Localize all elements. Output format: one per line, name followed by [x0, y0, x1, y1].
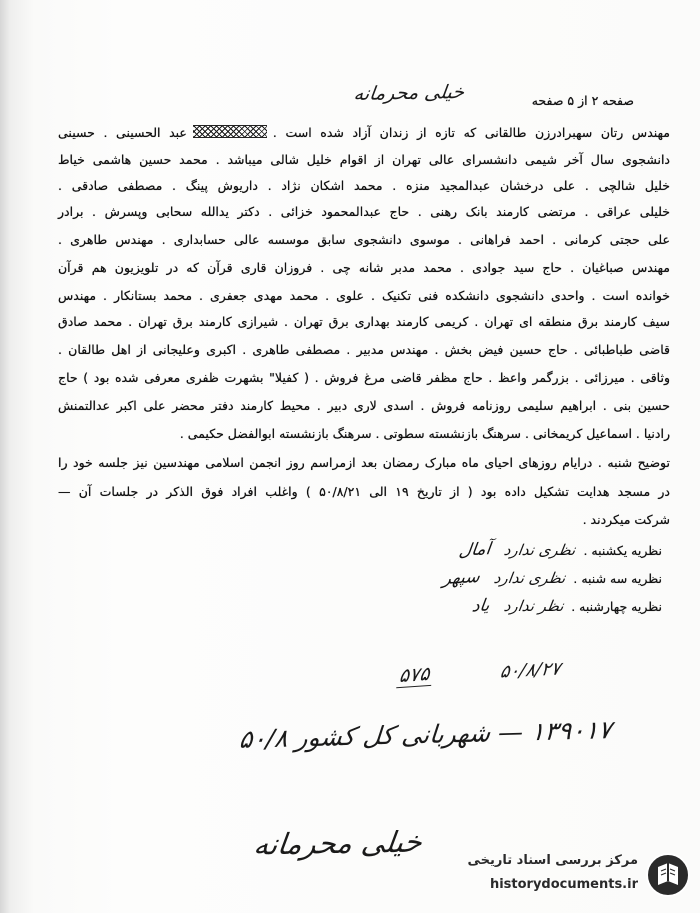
body-line-1-end: عبد الحسینی . حسینی — [58, 125, 187, 140]
watermark-org-name: مرکز بررسی اسناد تاریخی — [467, 853, 638, 868]
body-line-13: توضیح شنبه . درایام روزهای احیای ماه مبارک رمضان بعد ازمراسم روز انجمن اسلامی مهندسین نیز جلسه خود را — [58, 455, 670, 470]
body-line-9: قاضی طباطبائی . حاج حسین فیض بخش . مهندس مدبیر . مصطفی طاهری . اکبری وعلیجانی از اهل طالقان . — [58, 342, 670, 357]
redaction-mark — [193, 125, 267, 138]
body-line-5: علی حجتی کرمانی . احمد فراهانی . موسوی دانشجوی سابق موسسه عالی حسابداری . مهندس طاهری . — [58, 232, 670, 247]
remark-wednesday — [472, 596, 662, 616]
remark-note: نظری ندارد — [502, 541, 577, 559]
remark-signature: سپهر — [442, 567, 482, 589]
watermark-site: historydocuments.ir — [489, 877, 638, 892]
handwritten-date: ۵۰/۸/۲۷ — [498, 658, 562, 683]
body-line-7: خوانده است . واحدی دانشجوی دانشکده فنی تکنیک . علوی . محمد مهدی جعفری . محمد بستانکار . مهندس — [58, 288, 670, 303]
body-line-10: وثاقی . میرزائی . بزرگمر واعظ . حاج مظفر قاضی مرغ فروش . ( کفیلا" بشهرت ظفری معرفی شده بود ) حاج — [58, 370, 670, 385]
body-line-12: رادنیا . اسماعیل کریمخانی . سرهنگ بازنشسته سطوتی . سرهنگ بازنشسته ابوالفضل حکیمی . — [179, 426, 670, 441]
body-line-2: دانشجوی سال آخر شیمی دانشسرای عالی تهران از اقوام خلیل شالی میباشد . محمد حسین هاشمی خیاط — [58, 152, 670, 167]
body-line-11: حسین بنی . ابراهیم سلیمی روزنامه فروش . اسدی لاری دبیر . محیط کارمند دفتر محضر علی اکبر عدالتمنش — [58, 398, 670, 413]
remark-sunday — [459, 540, 662, 560]
remark-label: نظریه چهارشنبه . — [571, 599, 662, 614]
remark-label: نظریه سه شنبه . — [573, 571, 662, 586]
header-classification-handwritten: خیلی محرمانه — [352, 81, 466, 105]
body-line-1-start: مهندس رتان سهبرادرزن طالقانی که تازه از زندان آزاد شده است . — [272, 125, 670, 140]
remark-label: نظریه یکشنبه . — [583, 543, 662, 558]
page-number-label: صفحه ۲ از ۵ صفحه — [531, 93, 634, 108]
handwritten-number: ۵۷۵ — [397, 663, 433, 689]
body-line-6: مهندس صباغیان . حاج سید جوادی . محمد مدبر شانه چی . فروزان قاری قرآن که در تلویزیون هم قرآن — [58, 260, 670, 275]
handwritten-archive-line: ۱۳۹۰۱۷ — شهربانی کل کشور ۵۰/۸ — [238, 715, 614, 754]
body-line-8: سیف کارمند برق منطقه ای تهران . کریمی کارمند بهداری برق تهران . شیرازی کارمند برق تهران . محمد صادق — [58, 314, 670, 329]
footer-classification-handwritten: خیلی محرمانه — [251, 824, 425, 862]
archive-book-icon — [644, 851, 692, 899]
watermark — [467, 845, 692, 907]
body-line-1 — [58, 124, 670, 142]
remark-note: نظر ندارد — [502, 597, 565, 615]
remark-tuesday — [443, 568, 662, 588]
body-line-3: خلیل شالچی . علی درخشان عبدالمجید منزه . محمد اشکان نژاد . داریوش پینگ . مصطفی صادقی . — [58, 178, 670, 193]
remark-note: نظری ندارد — [492, 569, 567, 587]
body-line-15: شرکت میکردند . — [582, 512, 670, 527]
remark-signature: آمال — [457, 539, 492, 561]
body-line-4: خلیلی عراقی . مرتضی کارمند بانک رهنی . حاج عبدالمحمود خزائی . دکتر یدالله سحابی وپسرش . برادر — [58, 204, 670, 219]
remark-signature: یاد — [470, 595, 491, 617]
body-line-14: در مسجد هدایت تشکیل داده بود ( از تاریخ ۱۹ الی ۵۰/۸/۲۱ ) واغلب افراد فوق الذکر در جلسات آن — — [58, 484, 670, 499]
